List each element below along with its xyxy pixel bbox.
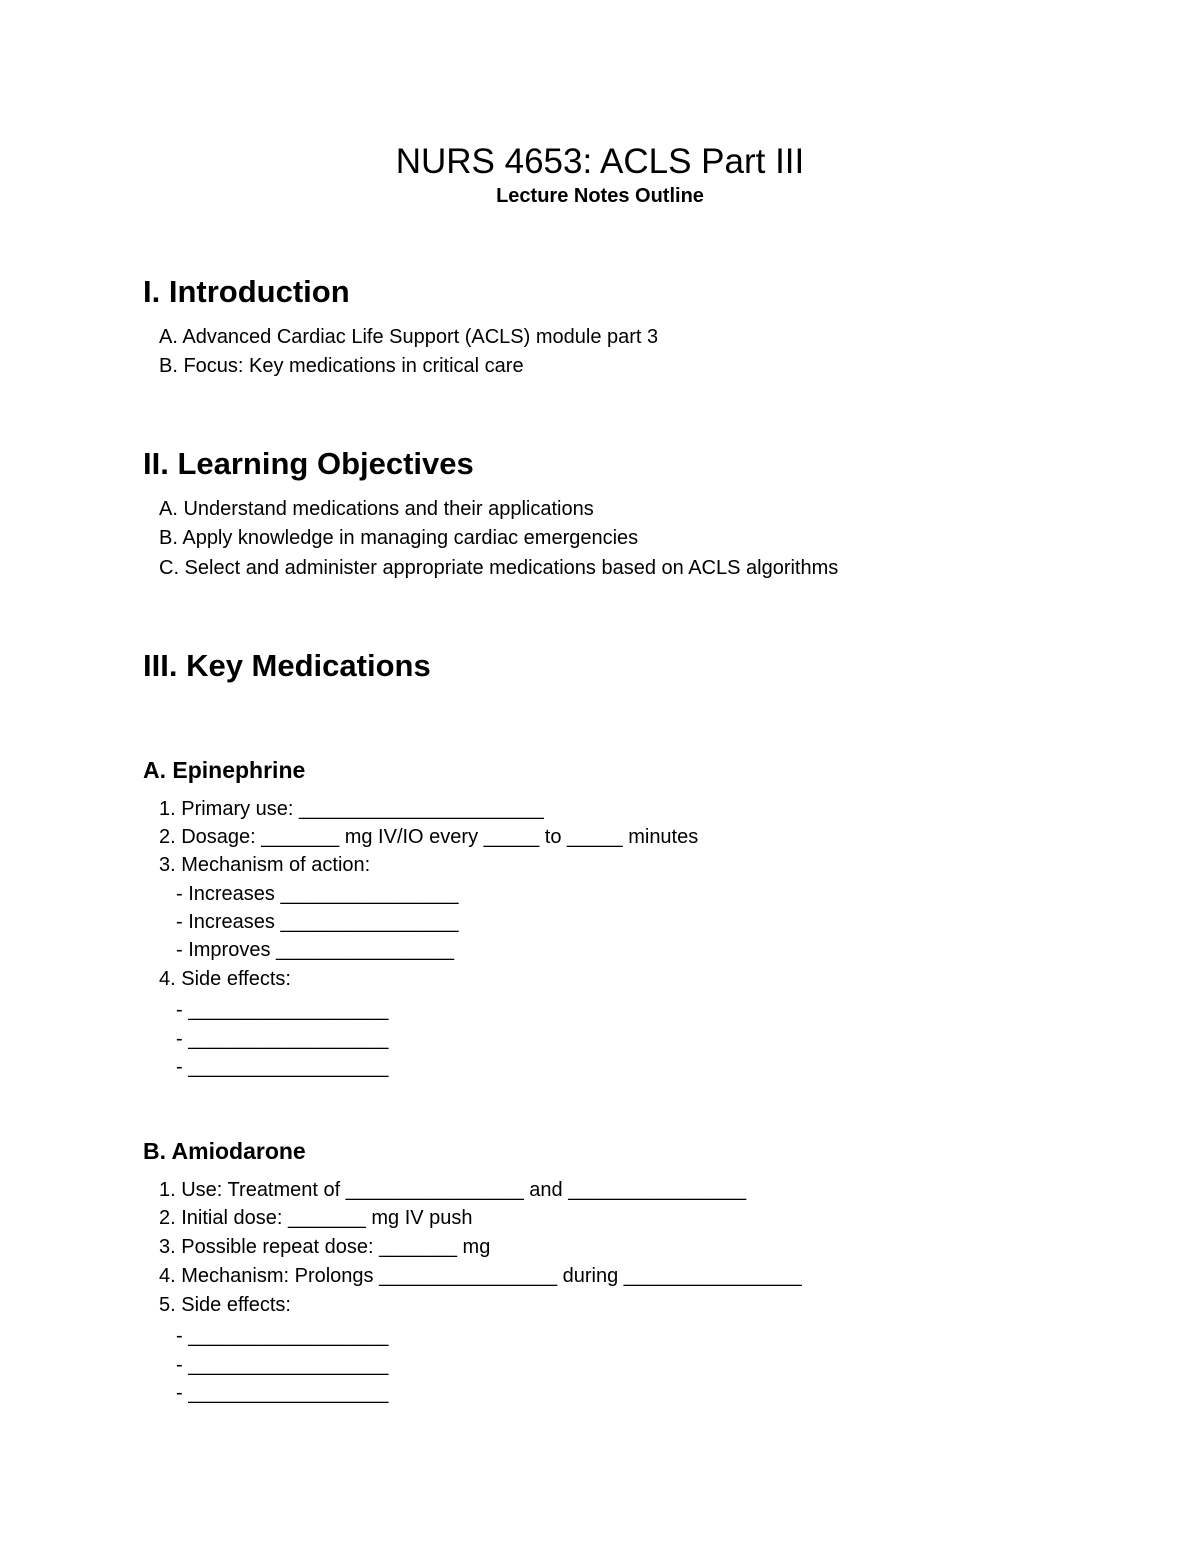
intro-item: B. Focus: Key medications in critical care: [159, 355, 524, 377]
epinephrine-line: - Increases ________________: [176, 883, 459, 905]
section-heading-key-medications: III. Key Medications: [143, 648, 431, 683]
objective-item: C. Select and administer appropriate medications based on ACLS algorithms: [159, 557, 839, 579]
subheading-amiodarone: B. Amiodarone: [143, 1138, 306, 1164]
subheading-epinephrine: A. Epinephrine: [143, 757, 306, 783]
page-subtitle: Lecture Notes Outline: [496, 185, 704, 207]
epinephrine-line: 4. Side effects:: [159, 968, 291, 990]
epinephrine-line: - Increases ________________: [176, 911, 459, 933]
epinephrine-line: 2. Dosage: _______ mg IV/IO every _____ to _____ minutes: [159, 826, 699, 848]
section-heading-introduction: I. Introduction: [143, 274, 350, 309]
amiodarone-line: 5. Side effects:: [159, 1294, 291, 1316]
amiodarone-line: 1. Use: Treatment of ________________ and ________________: [159, 1179, 747, 1201]
objective-item: B. Apply knowledge in managing cardiac emergencies: [159, 527, 639, 549]
epinephrine-line: 1. Primary use: ______________________: [159, 798, 544, 820]
amiodarone-line: 2. Initial dose: _______ mg IV push: [159, 1207, 473, 1229]
page-title: NURS 4653: ACLS Part III: [395, 142, 805, 181]
objective-item: A. Understand medications and their applications: [159, 498, 594, 520]
amiodarone-line: - __________________: [176, 1354, 389, 1376]
amiodarone-line: - __________________: [176, 1382, 389, 1404]
intro-item: A. Advanced Cardiac Life Support (ACLS) module part 3: [159, 326, 659, 348]
amiodarone-line: 4. Mechanism: Prolongs ________________ during ________________: [159, 1265, 802, 1287]
epinephrine-line: - __________________: [176, 999, 389, 1021]
epinephrine-line: - Improves ________________: [176, 939, 454, 961]
amiodarone-line: 3. Possible repeat dose: _______ mg: [159, 1236, 491, 1258]
amiodarone-line: - __________________: [176, 1325, 389, 1347]
section-heading-learning-objectives: II. Learning Objectives: [143, 446, 474, 481]
epinephrine-line: - __________________: [176, 1028, 389, 1050]
epinephrine-line: 3. Mechanism of action:: [159, 854, 371, 876]
epinephrine-line: - __________________: [176, 1056, 389, 1078]
